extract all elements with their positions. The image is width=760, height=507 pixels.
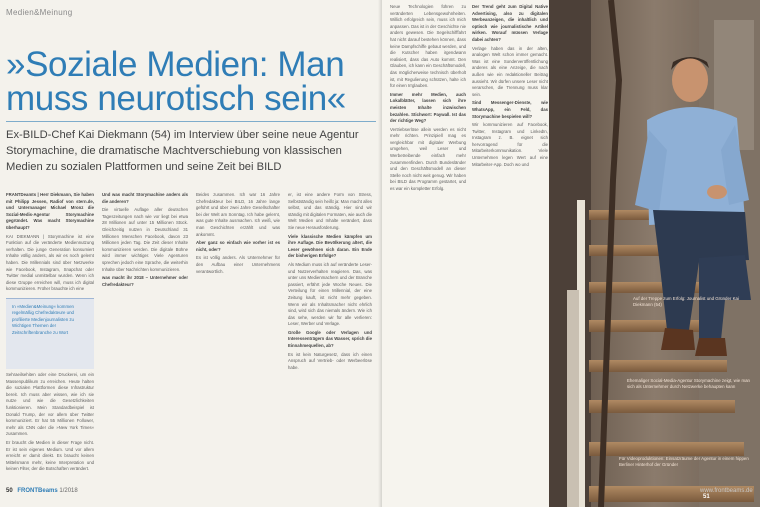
body-paragraph: Er braucht die Medien in dieser Frage nicht. Er ist sein eigenes Medium. Und vor allem erreicht er damit direkt. Es braucht keinen Mittelsmann mehr, keine Interpretation und keinen Filter, der die Botschaften verändert. [6,439,94,472]
left-page-number: 50 [6,488,13,494]
body-paragraph: Sehraeilsehiten oder eine Druckerei, um ein Massenpublikum zu erreichen. Heute halten die sozialen Plattformen diese Infrastruktur bereit. Ich muss aber wissen, wie ich sie nutze und wie die Gesetzlichkeiten funktionieren. Mein Standardbeispiel ist Donald Trump, der vor allem über Twitter kommuniziert. Er hat 55 Millionen Follower, mehr als CNN oder die »New York Times« zusammen. [6,372,94,437]
body-paragraph: Wir kommunizieren auf Facebook, Twitter, Instagram und LinkedIn, Instagram z. B. eignet sich hervorragend für die Mitarbeiterkommunikation. Viele Unternehmen legen Wert auf eine Mitarbeiter-App. Doch wo und [472,122,548,167]
info-box [6,298,94,369]
body-paragraph: Verlage haben das in der alten, analogen Welt schon immer gemacht. Was ist eine Sonderveröffentlichung anderes als eine Anzeige, die nach außen wie ein redaktioneller Beitrag aussieht. Wir dürfen unsere Leser nicht verarschen, die Trennung muss klar sein. [472,45,548,97]
interview-question: Und was macht Storymachine anders als die anderen? [102,192,188,204]
info-box-text: In »Medien&Meinung« kommen regelmäßig Chefredakteure und profilierte Medienjournalisten zu Wichtigen Themen der Zeitschriftenbranche zu Wort [12,304,74,335]
left-column-2 [102,192,188,482]
left-footer [6,488,78,494]
right-page-number: 51 [703,494,710,500]
body-paragraph: KAI DIEKMANN | Storymachine ist eine Funktion auf die veränderte Mediennutzung verhalten. Die junge Generation konsumiert Inhalte völlig anders, als wir es noch gelernt haben. Die Millennials sind über Netzwerke wie Facebook, Instagram, Snapchat oder Twitter medial unmittelbar wurden. Wenn ich diese Gruppe erreichen will, muss ich digital kommunizieren. Früher brauchte ich eine [6,233,94,292]
caption-2: Ehemaliger Social-Media-Agentur Storymachine zeigt, wie man sich als Unternehmer durch Netzwerke behaupten kann [627,378,750,390]
interview-question: Immer mehr Medien, auch Lokalblätter, lassen sich ihre meisten Inhalte inzwischen bezahlen. Stichwort: Paywall. Ist das der richtige Weg? [390,91,466,124]
right-column-2 [472,4,548,488]
issue: 1/2018 [59,488,78,494]
section-label: Medien&Meinung [6,8,73,17]
interview-question: FRANTDeamts | Herr Diekmann, Sie haben mit Philipp Jessen, Radiof von stern.de, und Unternanager Michael Mronz die Sozial-Medis-Agentur Storymachine gegründet. Was macht Storymachine überhaupt? [6,192,94,230]
headline-rule [6,121,376,122]
body-paragraph: Vertriebserlöse allein werden es nicht mehr richten. Prinzipiell mag es vergleichbar mit digitaler Werbung umgehen, weil Leser und Werbetreibende einfach mehr zusammenfinden. Durch Bundesländer und den Geschäftsmodell an dieser Stelle noch nicht weit genug. Wir haben bei BILD das Programm gestartet, und es war ein kompletter Erfolg. [390,126,466,192]
headline: »Soziale Medien: Man muss neurotisch sein« [6,45,346,118]
left-column-1b [6,372,94,482]
interview-question: Der Trend geht zum Digital Native Advertising, also zu digitalen Werbeanzeigen, die inhaltlich und optisch wie journalistische Artikel wirken. Worauf müssen Verlage dabei achten? [472,4,548,42]
magazine-name: FRONTBeams [17,488,58,494]
body-paragraph: Neue Technologien führen zu veränderten Lebensgewohnheiten. Willich erfolgreich sein, muss ich mich anpassen. Das ist in der Geschichte nie anders gewesen. Die Segelschifffahrt hat nicht darauf bestehen können, dass keine Dampfschiffe gebaut werden, und die Kutscher haben irgendwann realisiert, dass das Auto kommt. Den Glauben, ich kann ein Geschäftsmodell, das möglicherweise technisch überholt ist, mit Regulierung schützen, halte ich für einen Irrglauben. [390,4,466,89]
interview-question: was macht ihr 2018 – Unternehmer oder Chefredakteur? [102,275,188,287]
footer-url: www.frontbeams.de [700,488,753,494]
body-paragraph: Beides zusammen. Ich war 16 Jahre Chefredakteur bei BILD, 16 Jahre lange geführt und über zwei Jahre Gesellschafter bei der Welt am Sonntag. Ich habe gelernt, was gute Inhalte ausmachen. Ich weiß, wie man Geschichten erzählt und was ankommt. [196,192,280,237]
body-paragraph: Als Medium muss ich auf veränderte Leser- und Nutzerverhalten reagieren. Das, was unter uns Medienmachern und der Branche passiert, erfährt jede Woche Neues. Die Verteilung für einen Millennial, der eine Zeitung kauft, ist nicht mehr gegeben. Wenn wir als Inhaltsmacher nicht ehrlich sind, wird sich das niemals ändern. Wie ich das sehe, werden wir für alle verlieren: Leser, Werber und Verlage. [288,261,372,327]
interview-question: Große Google oder Verlagen und Interessenträgern das Wasser, sprich die Einnahmequellen, ab? [288,329,372,349]
caption-3: Für Videoproduktionen: Einsatzräume der Agentur in einem hippen Berliner Hinterhof der Gründer [619,456,749,468]
body-paragraph: er, ist eine andere Form von Stress, Selbstständig sein heißt ja: Man macht alles selbst, und das ständig. Hier sind wir ständig mit digitalen Formaten, wie auch die Welt Medien und Inhalte verändert, dass Sie neue Herausforderung. [288,192,372,230]
left-column-4 [288,192,372,482]
portrait-photo [549,0,760,507]
left-column-3 [196,192,280,482]
right-footer [700,488,760,500]
right-column-1 [390,4,466,488]
interview-question: Sind Messenger-Dienste, wie WhatsApp, ein Feld, das Storymachine bespielen will? [472,100,548,119]
caption-1: Auf der Treppe zum Erfolg: Journalist und Gründer Kai Diekmann (54) [633,296,739,308]
body-paragraph: Es ist völlig anders. Als Unternehmer für den Aufbau einer Unternehmens verantwortlich. [196,255,280,274]
deck: Ex-BILD-Chef Kai Diekmann (54) im Interview über seine neue Agentur Storymachine, die dramatische Machtverschiebung von klassischen Medien zu sozialen Plattformen und seine Zeit bei BILD [6,129,359,173]
body-paragraph: Es ist kein Naturgesetz, dass ich einen Anspruch auf Vertrieb- oder Werbeerlöse habe. [288,351,372,370]
left-column-1 [6,192,94,295]
interview-question: Viele klassische Medien kämpfen um ihre Auflage. Die Bevölkerung altert, die Leser gewöhnen sich daran. Ein Ende der bisherigen Erfolge? [288,233,372,259]
photo-illustration [549,0,760,507]
interview-question: Aber ganz so einfach wie vorher ist es nicht, oder? [196,240,280,252]
body-paragraph: Die virtuelle Auflage aller deutschen Tageszeitungen nach wie vor liegt bei etwa 28 Millionen auf unter 15 Millionen Stück. Gleichzeitig nutzen in Deutschland 31 Millionen Menschen Facebook, davon 23 Millionen jeden Tag. Die Zeit dieser Inhalte kommunizieren werden. Die digitale Bühne wird immer wichtiger. Viele Agenturen sprechen jedoch eine Sprache, die weiterhin Inhalte über Nachrichten kommunizieren. [102,207,188,272]
